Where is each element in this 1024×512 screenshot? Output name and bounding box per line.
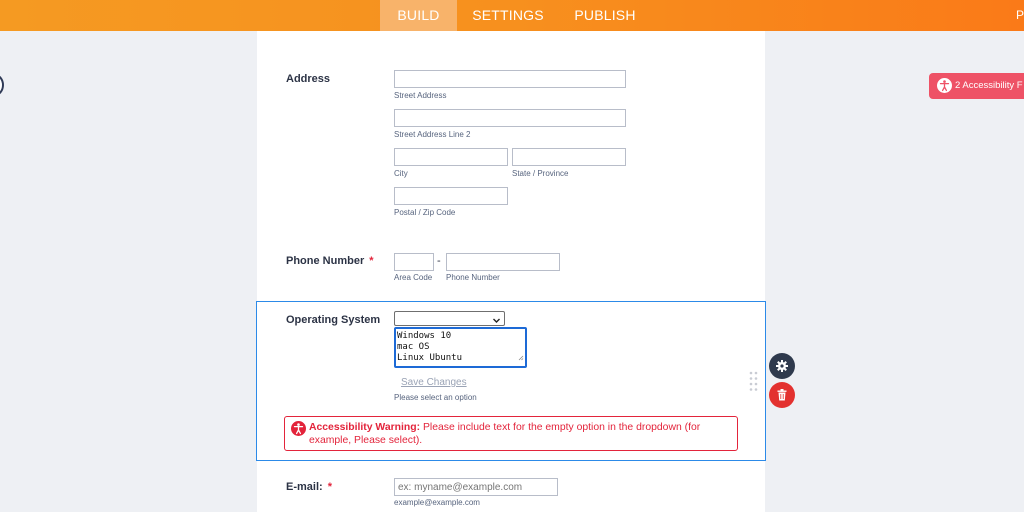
warning-body: Please include text for the empty option in the dropdown (for example, Please select). [309,422,701,446]
left-edge-button[interactable] [0,74,4,96]
tab-build[interactable]: BUILD [380,0,457,31]
state-input[interactable] [512,148,626,166]
top-nav-bar [0,0,1024,31]
area-code-sublabel: Area Code [394,273,433,282]
street-address-line2-input[interactable] [394,109,626,127]
drag-handle-icon[interactable] [749,371,758,398]
street-address-input[interactable] [394,70,626,88]
tab-publish[interactable]: PUBLISH [574,7,636,23]
tab-settings[interactable]: SETTINGS [472,7,544,23]
warning-message [309,421,733,447]
zip-code-sublabel: Postal / Zip Code [394,208,456,217]
required-mark: * [327,481,332,493]
warning-title: Accessibility Warning: [309,422,421,433]
accessibility-icon [291,421,306,436]
operating-system-sublabel: Please select an option [394,393,477,402]
area-code-input[interactable] [394,253,434,271]
email-sublabel: example@example.com [394,498,480,507]
city-sublabel: City [394,169,408,178]
dropdown-options-editor[interactable] [394,327,527,368]
street-address-sublabel: Street Address [394,91,447,100]
phone-number-input[interactable] [446,253,560,271]
accessibility-pill-label: 2 Accessibility F [955,80,1023,91]
accessibility-issues-button[interactable] [929,73,1024,99]
city-input[interactable] [394,148,508,166]
phone-separator: - [437,255,441,267]
phone-number-label [286,255,374,267]
phone-label-text: Phone Number [286,255,365,267]
zip-code-input[interactable] [394,187,508,205]
field-properties-button[interactable] [769,353,795,379]
accessibility-icon [937,78,952,93]
option-item: mac OS [397,342,430,352]
operating-system-dropdown[interactable] [394,311,505,326]
resize-handle-icon[interactable] [518,354,524,365]
delete-field-button[interactable] [769,382,795,408]
accessibility-warning [284,416,738,451]
address-label: Address [286,73,331,85]
phone-number-sublabel: Phone Number [446,273,500,282]
option-item: Linux Ubuntu [397,353,463,363]
street-address-line2-sublabel: Street Address Line 2 [394,130,471,139]
state-sublabel: State / Province [512,169,569,178]
option-item: Windows 10 [397,331,452,341]
email-input[interactable] [394,478,558,496]
operating-system-label: Operating System [286,314,381,326]
save-changes-link[interactable]: Save Changes [401,377,467,388]
required-mark: * [369,255,374,267]
email-label-text: E-mail: [286,481,323,493]
email-label [286,481,332,493]
topbar-edge-text[interactable]: P [1016,8,1024,22]
